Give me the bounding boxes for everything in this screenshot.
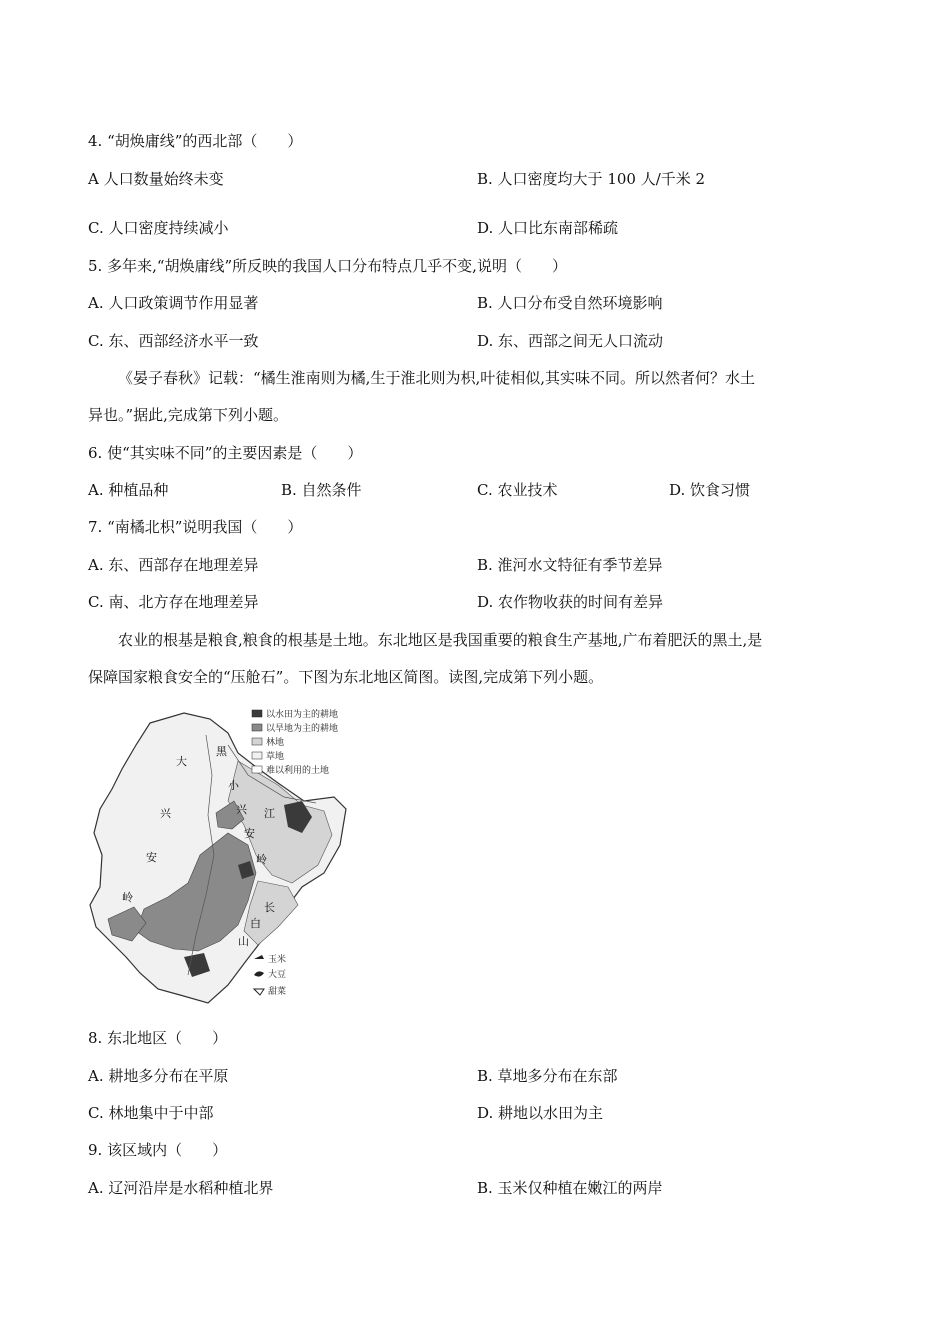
crop-corn-label: 玉米 [268, 955, 287, 965]
q4-stem: 4. “胡焕庸线”的西北部（ ） [88, 132, 303, 150]
map-char: 江 [264, 807, 275, 820]
q7-option-c: C. 南、北方存在地理差异 [88, 593, 259, 611]
q4-option-d: D. 人口比东南部稀疏 [477, 219, 619, 237]
soybean-icon [254, 971, 264, 976]
map-char: 兴 [160, 807, 171, 820]
q6-stem: 6. 使“其实味不同”的主要因素是（ ） [88, 444, 363, 462]
q7-option-b: B. 淮河水文特征有季节差异 [477, 556, 663, 574]
map-char: 岭 [122, 891, 133, 904]
q9-option-a: A. 辽河沿岸是水稻种植北界 [88, 1179, 274, 1197]
q9-option-b: B. 玉米仅种植在嫩江的两岸 [477, 1179, 663, 1197]
corn-icon [254, 955, 264, 959]
q5-option-b: B. 人口分布受自然环境影响 [477, 294, 663, 312]
map-char: 兴 [236, 803, 247, 816]
q7-option-d: D. 农作物收获的时间有差异 [477, 593, 664, 611]
q5-option-a: A. 人口政策调节作用显著 [88, 294, 259, 312]
map-char: 安 [244, 827, 255, 840]
map-char: 山 [238, 935, 249, 948]
q4-option-a: A 人口数量始终未变 [88, 170, 224, 188]
q8-stem: 8. 东北地区（ ） [88, 1029, 228, 1047]
legend-barren-label: 难以利用的土地 [266, 766, 330, 776]
q8-option-d: D. 耕地以水田为主 [477, 1104, 604, 1122]
northeast-china-map [88, 705, 350, 1007]
passage2-line1: 农业的根基是粮食,粮食的根基是土地。东北地区是我国重要的粮食生产基地,广布着肥沃的黑土,是 [118, 631, 763, 649]
map-legend [252, 708, 338, 776]
map-char: 安 [146, 851, 157, 864]
crop-legend [254, 953, 286, 997]
q6-option-c: C. 农业技术 [477, 481, 558, 499]
q6-option-b: B. 自然条件 [281, 481, 362, 499]
crop-soybean-label: 大豆 [268, 970, 287, 980]
map-char: 小 [228, 779, 239, 792]
legend-dryland-label: 以旱地为主的耕地 [266, 724, 339, 734]
q4-option-b: B. 人口密度均大于 100 人/千米 2 [477, 170, 706, 188]
legend-paddy-label: 以水田为主的耕地 [266, 710, 339, 720]
q8-option-a: A. 耕地多分布在平原 [88, 1067, 229, 1085]
q5-option-c: C. 东、西部经济水平一致 [88, 332, 259, 350]
crop-sugarbeet-label: 甜菜 [268, 987, 287, 997]
q5-option-d: D. 东、西部之间无人口流动 [477, 332, 664, 350]
q7-stem: 7. “南橘北枳”说明我国（ ） [88, 518, 303, 536]
sugarbeet-icon [254, 989, 264, 995]
map-char: 白 [250, 917, 261, 930]
legend-grass-label: 草地 [266, 752, 285, 762]
map-char: 长 [264, 901, 275, 914]
q9-stem: 9. 该区域内（ ） [88, 1141, 228, 1159]
map-char: 大 [176, 755, 187, 768]
map-char: 黑 [216, 745, 227, 758]
q8-option-b: B. 草地多分布在东部 [477, 1067, 618, 1085]
q7-option-a: A. 东、西部存在地理差异 [88, 556, 259, 574]
q5-stem: 5. 多年来,“胡焕庸线”所反映的我国人口分布特点几乎不变,说明（ ） [88, 257, 567, 275]
legend-forest-label: 林地 [266, 738, 285, 748]
passage1-line1: 《晏子春秋》记载：“橘生淮南则为橘,生于淮北则为枳,叶徒相似,其实味不同。所以然者何？水土 [118, 369, 755, 387]
passage1-line2: 异也。”据此,完成第下列小题。 [88, 406, 288, 424]
q6-option-a: A. 种植品种 [88, 481, 169, 499]
map-char: 岭 [256, 853, 267, 866]
q6-option-d: D. 饮食习惯 [669, 481, 751, 499]
q8-option-c: C. 林地集中于中部 [88, 1104, 214, 1122]
q4-option-c: C. 人口密度持续减小 [88, 219, 229, 237]
passage2-line2: 保障国家粮食安全的“压舱石”。下图为东北地区简图。读图,完成第下列小题。 [88, 668, 604, 686]
